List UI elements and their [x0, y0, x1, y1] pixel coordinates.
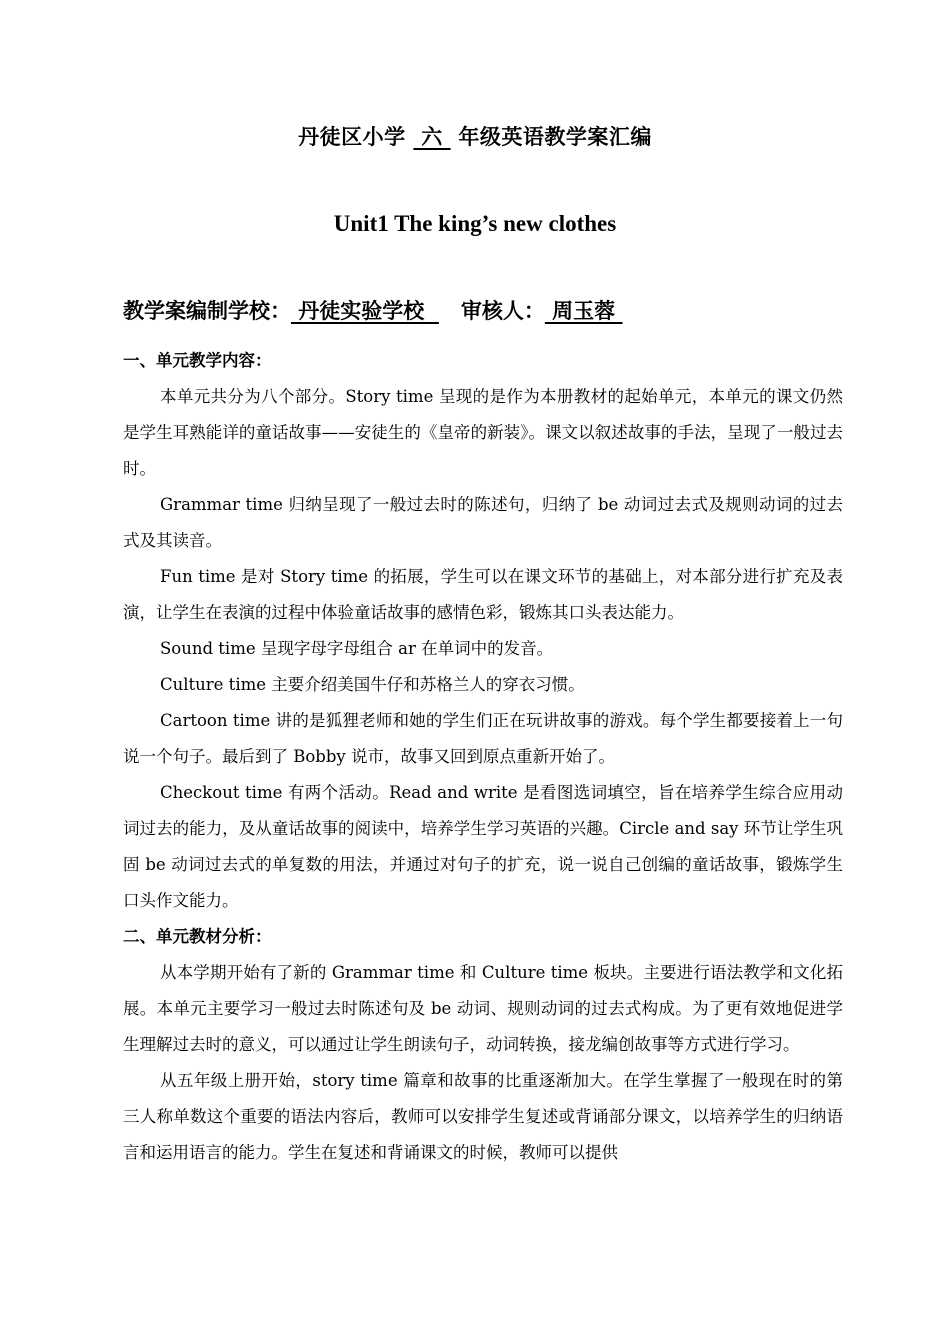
document-body — [123, 343, 843, 1171]
unit-title: Unit1 The king’s new clothes — [333, 211, 617, 236]
reviewer-value: 周玉蓉 — [544, 298, 623, 323]
paragraph: 从五年级上册开始，story time 篇章和故事的比重逐渐加大。在学生掌握了一般现在时的第三人称单数这个重要的语法内容后，教师可以安排学生复述或背诵部分课文，以培养学生的归纳语言和运用语言的能力。学生在复述和背诵课文的时候，教师可以提供 — [123, 1071, 843, 1162]
title-grade: 六 — [413, 124, 451, 149]
compile-school-value: 丹徒实验学校 — [291, 298, 439, 323]
reviewer-label: 审核人： — [460, 298, 545, 323]
section-heading: 一、单元教学内容： — [123, 351, 272, 370]
title-suffix: 年级英语教学案汇编 — [450, 124, 652, 149]
paragraph: 本单元共分为八个部分。Story time 呈现的是作为本册教材的起始单元，本单元的课文仍然是学生耳熟能详的童话故事——安徒生的《皇帝的新装》。课文以叙述故事的手法，呈现了一般过去时。 — [123, 387, 843, 478]
paragraph: Checkout time 有两个活动。Read and write 是看图选词填空，旨在培养学生综合应用动词过去的能力，及从童话故事的阅读中，培养学生学习英语的兴趣。Circle and say 环节让学生巩固 be 动词过去式的单复数的用法，并通过对句子的扩充，说一说自己创编的童话故事，锻炼学生口头作文能力。 — [123, 783, 843, 910]
paragraph: Culture time 主要介绍美国牛仔和苏格兰人的穿衣习惯。 — [160, 675, 585, 694]
title-prefix: 丹徒区小学 — [298, 124, 414, 149]
paragraph: Grammar time 归纳呈现了一般过去时的陈述句，归纳了 be 动词过去式及规则动词的过去式及其读音。 — [123, 495, 843, 550]
compile-info-line — [123, 294, 843, 328]
paragraph: Cartoon time 讲的是狐狸老师和她的学生们正在玩讲故事的游戏。每个学生都要接着上一句说一个句子。最后到了 Bobby 说市，故事又回到原点重新开始了。 — [123, 711, 843, 766]
section-heading: 二、单元教材分析： — [123, 927, 272, 946]
paragraph: Fun time 是对 Story time 的拓展，学生可以在课文环节的基础上，对本部分进行扩充及表演，让学生在表演的过程中体验童话故事的感情色彩，锻炼其口头表达能力。 — [123, 567, 843, 622]
paragraph: Sound time 呈现字母字母组合 ar 在单词中的发音。 — [160, 639, 554, 658]
document-title — [0, 122, 950, 152]
paragraph: 从本学期开始有了新的 Grammar time 和 Culture time 板块。主要进行语法教学和文化拓展。本单元主要学习一般过去时陈述句及 be 动词、规则动词的过去式构成。为了更有效地促进学生理解过去时的意义，可以通过让学生朗读句子，动词转换，接龙编创故事等方式进行学习。 — [123, 963, 843, 1054]
compile-school-label: 教学案编制学校： — [123, 298, 291, 323]
